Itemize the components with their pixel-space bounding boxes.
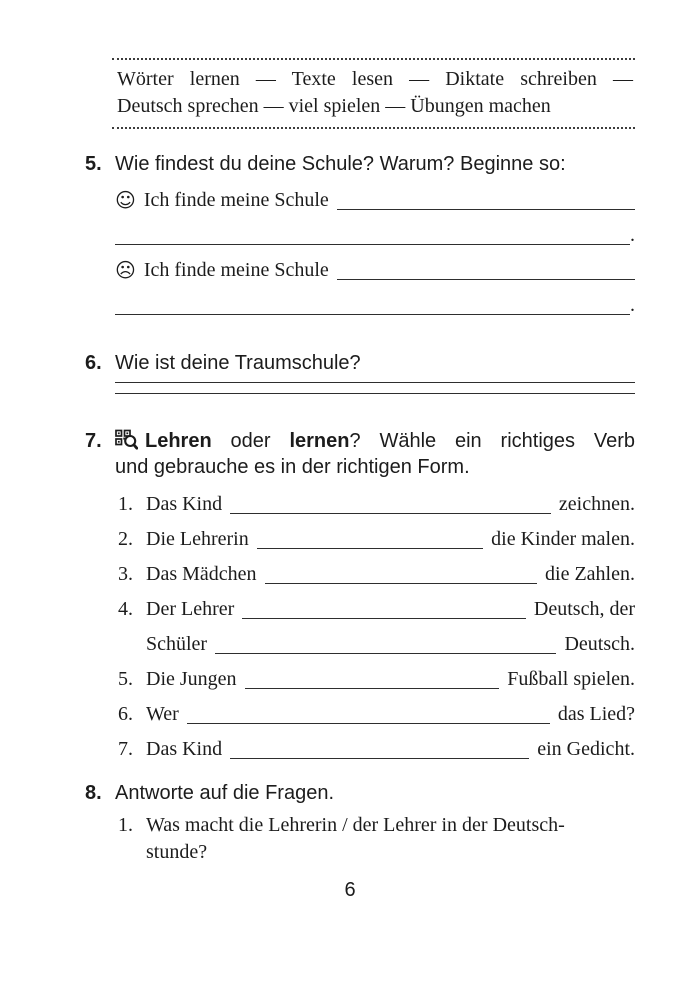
blank-line: [337, 278, 635, 280]
sad-answer-row: [115, 256, 635, 284]
question-7-title-line-1: [115, 428, 635, 454]
item-trail-text: das Lied?: [557, 703, 635, 725]
blank-line: [257, 547, 483, 549]
question-8-title: Antworte auf die Fragen.: [115, 782, 335, 804]
item-lead-text: Schüler: [146, 633, 208, 655]
fill-in-item-2: [118, 525, 635, 553]
question-5-title: Wie findest du deine Schule? Warum? Beginne so:: [115, 153, 566, 175]
sad-answer-prompt: Ich finde meine Schule: [143, 259, 329, 281]
item-lead-text: Das Mädchen: [146, 563, 257, 585]
blank-line: [245, 687, 500, 689]
sad-answer-continuation-row: [115, 291, 635, 319]
item-lead-text: Der Lehrer: [146, 598, 235, 620]
fill-in-item-7: [118, 735, 635, 763]
blank-line: [265, 582, 538, 584]
blank-line: [230, 757, 529, 759]
happy-answer-continuation-row: [115, 221, 635, 249]
item-text-line-2: stunde?: [146, 841, 208, 863]
question-7-exercise-list: [118, 490, 635, 763]
item-trail-text: zeichnen.: [558, 493, 635, 515]
question-6-title: Wie ist deine Traumschule?: [115, 352, 361, 374]
blank-line: [230, 512, 551, 514]
item-trail-text: ein Gedicht.: [537, 738, 635, 760]
item-number: 5.: [118, 668, 133, 690]
question-7-keyword-lehren: Lehren: [145, 430, 212, 452]
question-7-title-line-2: und gebrauche es in der richtigen Form.: [115, 456, 470, 478]
blank-line: [337, 208, 635, 210]
happy-answer-row: [115, 186, 635, 214]
question-6-number: 6.: [85, 352, 102, 374]
item-number: 7.: [118, 738, 133, 760]
question-5-header: [85, 151, 635, 177]
word-bank-line-2: Deutsch sprechen — viel spielen — Übungen machen: [117, 95, 551, 117]
item-lead-text: Das Kind: [146, 493, 223, 515]
word-bank-line-1: Wörter lernen — Texte lesen — Diktate schreiben —: [117, 68, 633, 90]
blank-line: [242, 617, 526, 619]
blank-line: [115, 313, 630, 315]
fill-in-item-6: [118, 700, 635, 728]
answer-line-row: [115, 381, 635, 387]
fill-in-item-3: [118, 560, 635, 588]
item-trail-text: Deutsch, der: [533, 598, 635, 620]
item-trail-text: die Kinder malen.: [491, 528, 635, 550]
fill-in-item-4-continuation: [146, 630, 635, 658]
question-7-title-rest: ? Wähle ein richtiges Verb: [349, 430, 635, 452]
item-lead-text: Wer: [146, 703, 179, 725]
blank-line: [215, 652, 556, 654]
question-7-number: 7.: [85, 430, 102, 452]
item-lead-text: Die Jungen: [146, 668, 237, 690]
question-5-answers: [115, 186, 635, 319]
question-8-item-1: [118, 812, 635, 866]
fill-in-item-5: [118, 665, 635, 693]
question-7-header: [85, 428, 635, 480]
qr-code-search-icon: [115, 429, 138, 450]
question-5-number: 5.: [85, 153, 102, 175]
item-lead-text: Das Kind: [146, 738, 223, 760]
item-trail-text: Fußball spielen.: [507, 668, 635, 690]
question-6-answer-lines: [115, 381, 635, 398]
page-number: 6: [344, 879, 356, 901]
question-6-header: [85, 350, 635, 376]
answer-line-row: [115, 392, 635, 398]
item-number: 1.: [118, 814, 133, 836]
item-trail-text: die Zahlen.: [545, 563, 635, 585]
line-end-period: .: [630, 224, 635, 246]
happy-face-icon: ☺: [115, 188, 136, 212]
item-text: [146, 812, 565, 866]
blank-line: [187, 722, 550, 724]
item-number: 4.: [118, 598, 133, 620]
happy-answer-prompt: Ich finde meine Schule: [143, 189, 329, 211]
line-end-period: .: [630, 294, 635, 316]
item-number: 6.: [118, 703, 133, 725]
item-text-line-1: Was macht die Lehrerin / der Lehrer in der Deutsch-: [146, 814, 565, 836]
sad-face-icon: ☹: [115, 258, 136, 282]
item-number: 1.: [118, 493, 133, 515]
question-7-title-mid: oder: [211, 430, 290, 452]
question-7-keyword-lernen: lernen: [289, 430, 350, 452]
item-trail-text: Deutsch.: [564, 633, 635, 655]
item-number: 3.: [118, 563, 133, 585]
question-8-header: [85, 780, 635, 806]
blank-line: [115, 392, 635, 394]
item-number: 2.: [118, 528, 133, 550]
question-8-number: 8.: [85, 782, 102, 804]
blank-line: [115, 381, 635, 383]
fill-in-item-1: [118, 490, 635, 518]
blank-line: [115, 243, 630, 245]
item-lead-text: Die Lehrerin: [146, 528, 249, 550]
fill-in-item-4: [118, 595, 635, 623]
word-bank-box: [112, 58, 635, 129]
